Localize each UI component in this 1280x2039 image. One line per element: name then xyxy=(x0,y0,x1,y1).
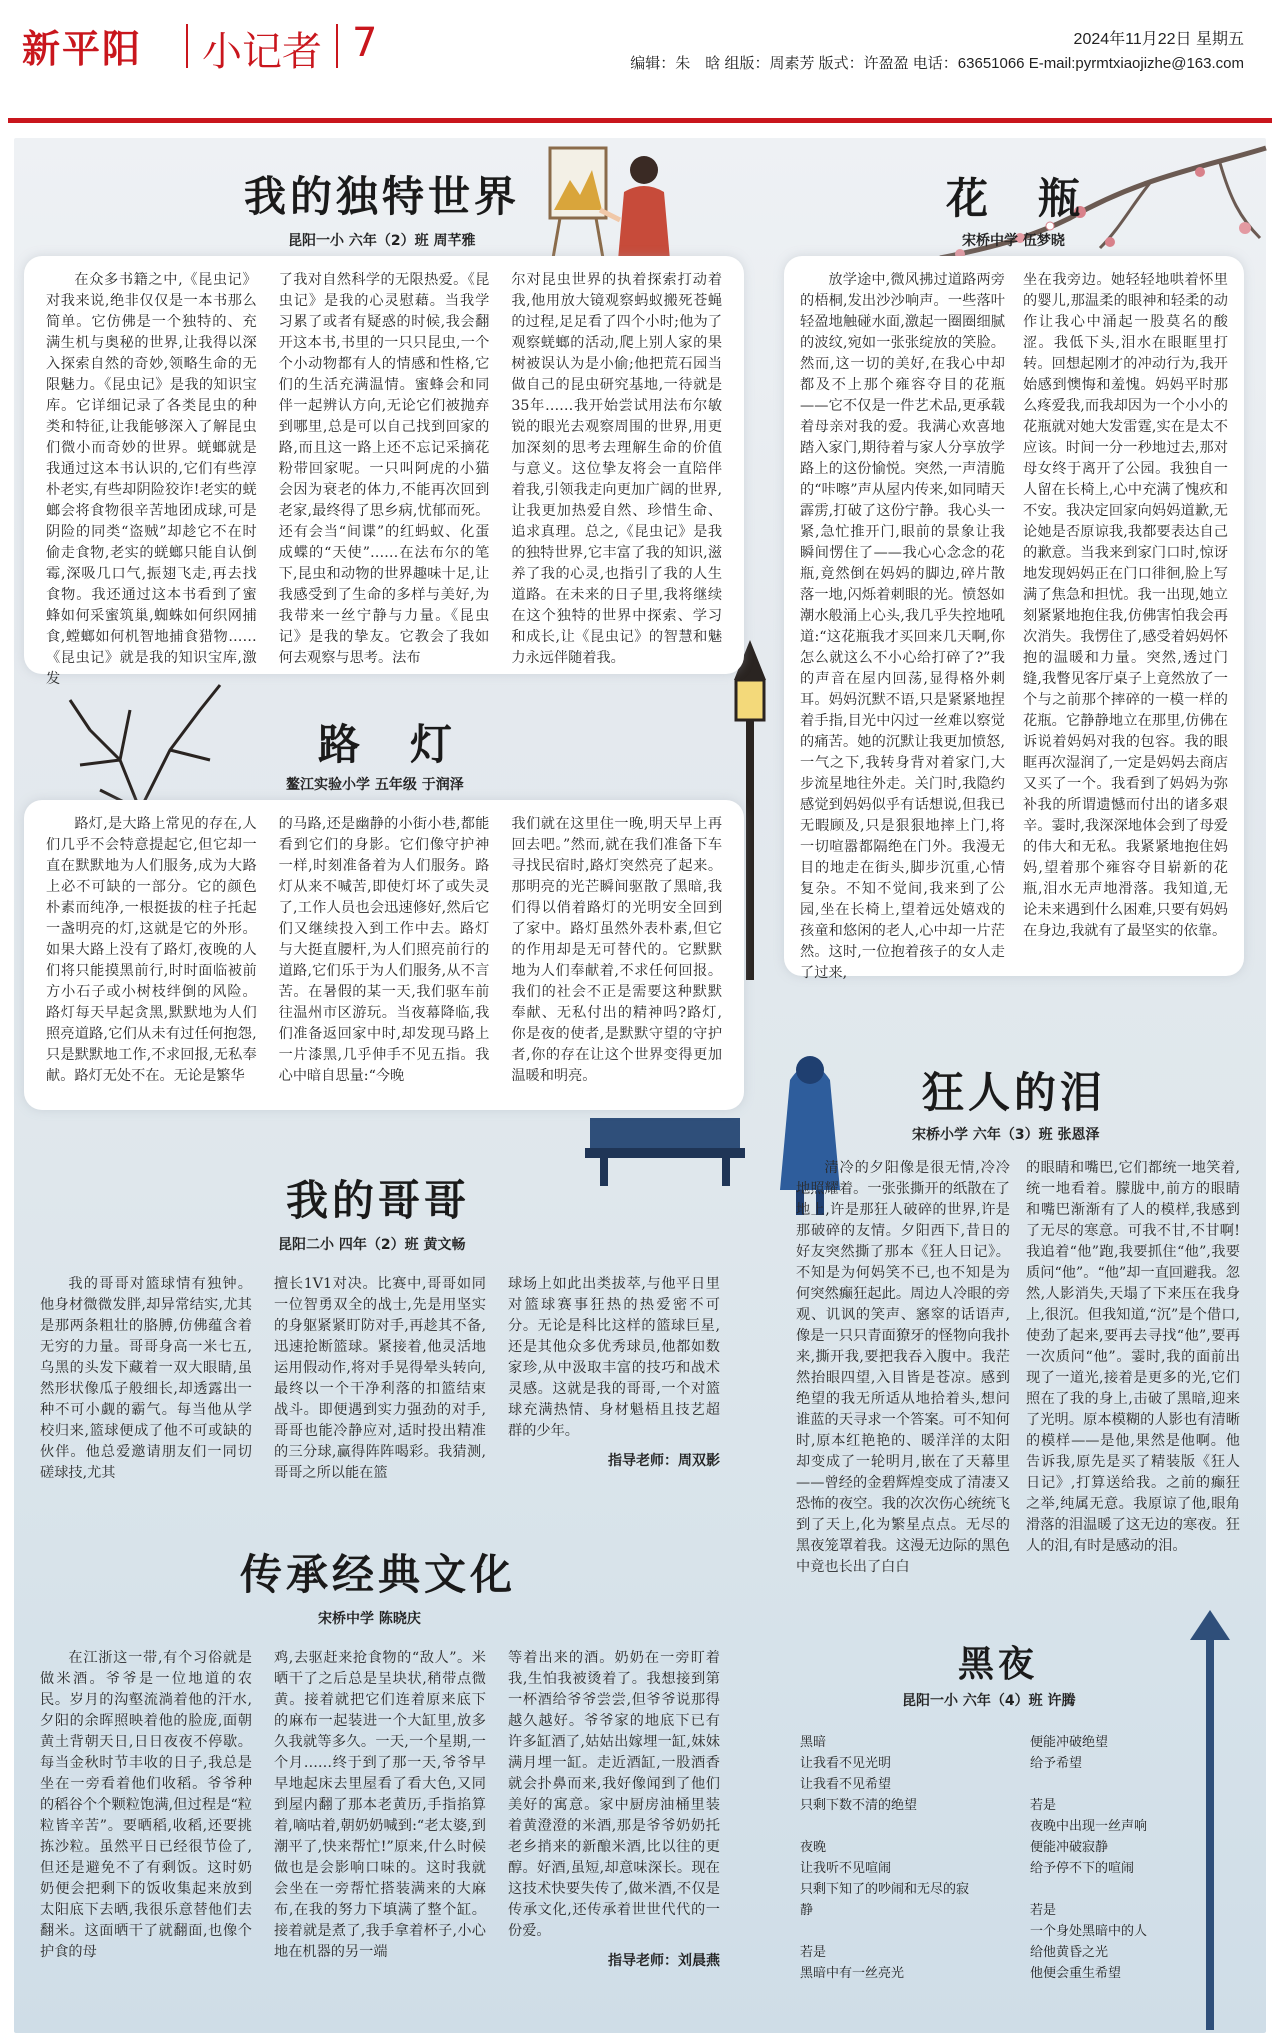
poem-line: 只剩下数不清的绝望 xyxy=(800,1798,918,1813)
poem-line: 给予停不下的喧闹 xyxy=(1030,1861,1135,1876)
poem-line: 只剩下知了的吵闹和无尽的寂 xyxy=(800,1882,970,1897)
masthead-rule xyxy=(8,118,1272,123)
article-text-brother-3: 球场上如此出类拔萃,与他平日里对篮球赛事狂热的热爱密不可分。无论是科比这样的篮球巨星,还是其他众多优秀球员,他都如数家珍,从中汲取丰富的技巧和战术灵感。这就是我的哥哥,一个对篮球充满热情、身材魁梧且技艺超群的少年。 xyxy=(508,1276,720,1439)
poem-line: 静 xyxy=(800,1903,814,1918)
article-box-world xyxy=(24,256,744,687)
poem-line: 夜晚 xyxy=(800,1840,827,1855)
article-text-vase-1: 放学途中,微风拂过道路两旁的梧桐,发出沙沙响声。一些落叶轻盈地触碰水面,激起一圈圈细腻的波纹,宛如一张张绽放的笑脸。然而,这一切的美好,在我心中却都及不上那个雍容夺目的花瓶——它不仅是一件艺术品,更承载着母亲对我的爱。我满心欢喜地踏入家门,期待着与家人分享放学路上的这份愉悦。突然,一声清脆的“咔嚓”声从屋内传来,如同晴天霹雳,打破了这份宁静。我心头一紧,急忙推开门,眼前的景象让我瞬间愣住了——我心心念念的花瓶,竟然倒在妈妈的脚边,碎片散落一地,闪烁着刺眼的光。愤怒如潮水般涌上心头,我几乎失控地吼道:“这花瓶我才买回来几天啊,你怎么就这么不小心给打碎了?”我的声音在屋内回荡,显得格外刺耳。妈妈沉默不语,只是紧紧地捏着手指,目光中闪过一丝难以察觉的痛苦。她的沉默让我更加愤怒,一气之下,我转身背对着家门,大步流星地往外走。关门时,我隐约感觉到妈妈似乎有话想说,但我已无暇顾及,只是狠狠地摔上门,将一切喧嚣都隔绝在门外。我漫无目的地走在街头,脚步沉重,心情复杂。不知不觉间,我来到了公园,坐在长椅上,望着远处嬉戏的孩童和悠闲的老人,心中却一片茫然。这时,一位抱着孩子的女人走了过来, xyxy=(800,272,1005,981)
article-text-culture-3: 等着出来的酒。奶奶在一旁盯着我,生怕我被烫着了。我想接到第一杯酒给爷爷尝尝,但爷爷说那得越久越好。爷爷家的地底下已有许多缸酒了,姑姑出嫁埋一缸,妹妹满月埋一缸。走近酒缸,一股酒香就会扑鼻而来,我好像闻到了他们美好的寓意。家中厨房油桶里装着黄澄澄的米酒,那是爷爷奶奶托老乡捎来的新酿米酒,比以往的更醇。好酒,虽短,却意味深长。现在这技术快要失传了,做米酒,不仅是传承文化,还传承着世世代代的一份爱。 xyxy=(508,1650,720,1939)
article-body-brother xyxy=(40,1274,720,1524)
article-text-lamp-1: 路灯,是大路上常见的存在,人们几乎不会特意提起它,但它却一直在默默地为人们服务,成为大路上必不可缺的一部分。它的颜色朴素而纯净,一根挺拔的柱子托起一盏明亮的灯,这就是它的外形。如果大路上没有了路灯,夜晚的人们将只能摸黑前行,时时面临被前方小石子或小树枝绊倒的风险。路灯每天早起贪黑,默默地为人们照亮道路,它们从未有过任何抱怨,只是默默地工作,不求回报,无私奉献。路灯无处不在。无论是繁华 xyxy=(46,816,257,1084)
park-bench-illustration xyxy=(580,1108,750,1188)
byline-brother: 昆阳二小 四年（2）班 黄文畅 xyxy=(278,1237,466,1253)
article-text-lamp-2: 的马路,还是幽静的小街小巷,都能看到它们的身影。它们像守护神一样,时刻准备着为人们服务。路灯从来不喊苦,即使灯坏了或失灵了,工作人员也会迅速修好,然后它们又继续投入到工作中去。路灯与大挺直腰杆,为人们照亮前行的道路,它们乐于为人们服务,从不言苦。在暑假的某一天,我们驱车前往温州市区游玩。当夜幕降临,我们准备返回家中时,却发现马路上一片漆黑,几乎伸手不见五指。我心中暗自思量:“今晚 xyxy=(278,816,490,1084)
poem-left-column xyxy=(800,1732,990,2005)
byline-culture: 宋桥中学 陈晓庆 xyxy=(318,1611,421,1627)
article-text-world-1: 在众多书籍之中,《昆虫记》对我来说,绝非仅仅是一本书那么简单。它仿佛是一个独特的、充满生机与奥秘的世界,让我得以深入探索自然的奇妙,领略生命的无限魅力。《昆虫记》是我的知识宝库。它详细记录了各类昆虫的种类和特征,让我能够深入了解昆虫们微小而奇妙的世界。蜣螂就是我通过这本书认识的,它们有些淳朴老实,有些却阴险狡诈!老实的蜣螂会将食物很辛苦地团成球,可是阴险的同类“盗贼”却趁它不在时偷走食物,老实的蜣螂只能自认倒霉,深吸几口气,振翅飞走,再去找食物。我还通过这本书看到了蜜蜂如何采蜜筑巢,蜘蛛如何织网捕食,螳螂如何机智地捕食猎物……《昆虫记》就是我的知识宝库,激发 xyxy=(46,272,257,687)
poem-line: 便能冲破绝望 xyxy=(1030,1735,1109,1750)
article-box-lamp xyxy=(24,800,744,1110)
poem-line: 黑暗中有一丝亮光 xyxy=(800,1966,905,1981)
poem-line: 夜晚中出现一丝声响 xyxy=(1030,1819,1148,1834)
article-body-tears xyxy=(796,1158,1240,1598)
article-text-world-3: 尔对昆虫世界的执着探索打动着我,他用放大镜观察蚂蚁搬死苍蝇的过程,足足看了四个小时;他为了观察蜣螂的活动,爬上别人家的果树被误认为是小偷;他把荒石园当做自己的昆虫研究基地,一待就是35年……我开始尝试用法布尔敏锐的眼光去观察周围的世界,用更加深刻的思考去理解生命的价值与意义。这位挚友将会一直陪伴着我,引领我走向更加广阔的世界,让我更加热爱自然、珍惜生命、追求真理。总之,《昆虫记》是我的独特世界,它丰富了我的知识,滋养了我的心灵,也指引了我的人生道路。在未来的日子里,我将继续在这个独特的世界中探索、学习和成长,让《昆虫记》的智慧和魅力永远伴随着我。 xyxy=(511,272,723,666)
byline-tears: 宋桥小学 六年（3）班 张恩泽 xyxy=(912,1127,1100,1143)
painter-girl-illustration xyxy=(540,140,680,268)
article-title-lamp: 路 灯 xyxy=(318,720,457,769)
article-text-tears-1: 清冷的夕阳像是很无情,冷冷地照耀着。一张张撕开的纸散在了地上,许是那狂人破碎的世界,许是那破碎的友情。夕阳西下,昔日的好友突然撕了那本《狂人日记》。不知是为何妈笑不已,也不知是为何突然癫狂起此。周边人冷眼的旁观、讥讽的笑声、窸窣的话语声,像是一只只青面獠牙的怪物向我扑来,撕开我,要把我吞入腹中。我茫然抬眼四望,入目皆是苍凉。感到绝望的我无所适从地拾着头,想问谁蓝的天寻求一个答案。可不知何时,原本红艳艳的、暖洋洋的太阳却变成了一轮明月,嵌在了天幕里——曾经的金碧辉煌变成了清凄又恐怖的夜空。我的次次伤心统统飞到了天上,化为繁星点点。无尽的黑夜笼罩着我。这漫无边际的黑色中竟也长出了白白 xyxy=(796,1160,1010,1575)
article-text-brother-2: 擅长1V1对决。比赛中,哥哥如同一位智勇双全的战士,先是用坚实的身躯紧紧盯防对手,再趁其不备,迅速抢断篮球。紧接着,他灵活地运用假动作,将对手晃得晕头转向,最终以一个干净利落的扣篮结束战斗。即便遇到实力强劲的对手,哥哥也能冷静应对,适时投出精准的三分球,赢得阵阵喝彩。我猜测,哥哥之所以能在篮 xyxy=(274,1276,486,1481)
poem-stanza xyxy=(1030,1732,1190,1774)
byline-night: 昆阳一小 六年（4）班 许腾 xyxy=(902,1693,1076,1709)
poem-line: 让我看不见希望 xyxy=(800,1777,892,1792)
poem-line: 给他黄昏之光 xyxy=(1030,1945,1109,1960)
article-box-vase xyxy=(784,256,1244,981)
masthead xyxy=(0,0,1280,128)
poem-stanza xyxy=(1030,1900,1190,1984)
poem-line: 他便会重生希望 xyxy=(1030,1966,1122,1981)
article-text-lamp-3: 我们就在这里住一晚,明天早上再回去吧。”然而,就在我们准备下车寻找民宿时,路灯突然亮了起来。那明亮的光芒瞬间驱散了黑暗,我们得以俏着路灯的光明安全回到了家中。路灯虽然外表朴素,但它的作用却是无可替代的。它默默地为人们奉献着,不求任何回报。我们的社会不正是需要这种默默奉献、无私付出的精神吗?路灯,你是夜的使者,是默默守望的守护者,你的存在让这个世界变得更加温暖和明亮。 xyxy=(511,816,723,1084)
byline-vase: 宋桥中学 伍梦晓 xyxy=(962,233,1065,249)
poem-line: 黑暗 xyxy=(800,1735,827,1750)
poem-line: 便能冲破寂静 xyxy=(1030,1840,1109,1855)
poem-stanza xyxy=(1030,1795,1190,1879)
article-title-vase: 花 瓶 xyxy=(946,174,1085,223)
poem-stanza xyxy=(800,1837,990,1921)
poem-line: 若是 xyxy=(800,1945,827,1960)
article-text-culture-1: 在江浙这一带,有个习俗就是做米酒。爷爷是一位地道的农民。岁月的沟壑流淌着他的汗水,夕阳的余晖照映着他的脸庞,面朝黄土背朝天日,日日夜夜不停歇。每当金秋时节丰收的日子,我总是坐在一旁看着他们收稻。爷爷种的稻谷个个颗粒饱满,但过程是“粒粒皆辛苦”。要晒稻,收稻,还要挑拣沙粒。虽然平日已经很节俭了,但还是避免不了有剩饭。这时奶奶便会把剩下的饭收集起来放到太阳底下去晒,我很乐意替他们去翻米。这面晒干了就翻面,也像个护食的母 xyxy=(40,1650,252,1960)
byline-lamp: 鳌江实验小学 五年级 于润泽 xyxy=(286,777,464,793)
article-body-culture xyxy=(40,1648,720,2020)
byline-world: 昆阳一小 六年（2）班 周芊雅 xyxy=(288,233,476,249)
article-text-tears-2: 的眼睛和嘴巴,它们都统一地笑着,统一地看着。朦胧中,前方的眼睛和嘴巴渐渐有了人的模样,我感到了无尽的寒意。可我不甘,不甘啊!我追着“他”跑,我要抓住“他”,我要质问“他”。“他”却一直回避我。忽然,人影消失,天塌了下来压在我身上,很沉。但我知道,“沉”是个借口,使劲了起来,要再去寻找“他”,要再一次质问“他”。霎时,我的面前出现了一道光,接着是更多的光,它们照在了我的身上,击破了黑暗,迎来了光明。原本模糊的人影也有清晰的模样——是他,果然是他啊。他告诉我,原先是买了精装版《狂人日记》,打算送给我。之前的癫狂之举,纯属无意。我原谅了他,眼角滑落的泪温暖了这无边的寒夜。狂人的泪,有时是感动的泪。 xyxy=(1026,1160,1240,1554)
poem-line: 一个身处黑暗中的人 xyxy=(1030,1924,1148,1939)
article-title-culture: 传承经典文化 xyxy=(240,1550,517,1599)
poem-line: 若是 xyxy=(1030,1798,1057,1813)
article-title-brother: 我的哥哥 xyxy=(286,1176,471,1225)
article-text-world-2: 了我对自然科学的无限热爱。《昆虫记》是我的心灵慰藉。当我学习累了或者有疑惑的时候,我会翻开这本书,书里的一只只昆虫,一个个小动物都有人的情感和性格,它们的生活充满温情。蜜蜂会和同伴一起辨认方向,无论它们被抛弃到哪里,总是可以自己找到回家的路,而且这一路上还不忘记采摘花粉带回家呢。一只叫阿虎的小猫会因为衰老的体力,不能再次回到老家,最终得了思乡病,忧郁而死。还有会当“间谍”的红蚂蚁、化蛋成蝶的“天使”……在法布尔的笔下,昆虫和动物的世界趣味十足,让我感受到了生命的多样与美好,为我带来一丝宁静与力量。《昆虫记》是我的挚友。它教会了我如何去观察与思考。法布 xyxy=(278,272,490,666)
poem-title-night: 黑夜 xyxy=(958,1643,1039,1685)
article-title-tears: 狂人的泪 xyxy=(922,1068,1107,1117)
article-text-brother-1: 我的哥哥对篮球情有独钟。他身材微微发胖,却异常结实,尤其是那两条粗壮的胳膊,仿佛蕴含着无穷的力量。哥哥身高一米七五,乌黑的头发下藏着一双大眼睛,虽然形状像瓜子般细长,却透露出一种不可小觑的霸气。每当他从学校归来,篮球便成了他不可或缺的伙伴。他总爱邀请朋友们一同切磋球技,尤其 xyxy=(40,1276,252,1481)
article-text-vase-2: 坐在我旁边。她轻轻地哄着怀里的婴儿,那温柔的眼神和轻柔的动作让我心中涌起一股莫名的酸涩。我低下头,泪水在眼眶里打转。回想起刚才的冲动行为,我开始感到懊悔和羞愧。妈妈平时那么疼爱我,而我却因为一个小小的花瓶就对她大发雷霆,实在是太不应该。时间一分一秒地过去,那对母女终于离开了公园。我独自一人留在长椅上,心中充满了愧疚和不安。我决定回家向妈妈道歉,无论她是否原谅我,我都要表达自己的歉意。当我来到家门口时,惊讶地发现妈妈正在门口徘徊,脸上写满了焦急和担忧。我一出现,她立刻紧紧地抱住我,仿佛害怕我会再次消失。我愣住了,感受着妈妈怀抱的温暖和力量。突然,透过门缝,我瞥见客厅桌子上竟然放了一个与之前那个摔碎的一模一样的花瓶。它静静地立在那里,仿佛在诉说着妈妈对我的包容。我的眼眶再次湿润了,一定是妈妈去商店又买了一个。我看到了妈妈为弥补我的所谓遗憾而付出的诸多艰辛。霎时,我深深地体会到了母爱的伟大和无私。我紧紧地抱住妈妈,望着那个雍容夺目崭新的花瓶,泪水无声地滑落。我知道,无论未来遇到什么困难,只要有妈妈在身边,我就有了最坚实的依靠。 xyxy=(1023,272,1228,939)
article-column-brother-3 xyxy=(508,1274,720,1524)
section-name: 小记者 xyxy=(202,29,322,75)
page-number: 7 xyxy=(352,20,378,66)
newspaper-logo: 新平阳 xyxy=(22,26,143,71)
masthead-divider xyxy=(186,24,188,68)
masthead-divider xyxy=(336,24,338,68)
poem-stanza xyxy=(800,1732,990,1816)
article-column-culture-3 xyxy=(508,1648,720,2020)
issue-date: 2024年11月22日 星期五 xyxy=(1073,31,1244,48)
poem-line: 给予希望 xyxy=(1030,1756,1083,1771)
teacher-credit-brother: 指导老师：周双影 xyxy=(608,1453,720,1469)
poem-line: 若是 xyxy=(1030,1903,1057,1918)
teacher-credit-culture: 指导老师：刘晨燕 xyxy=(608,1953,720,1969)
poem-line: 让我听不见喧闹 xyxy=(800,1861,892,1876)
editor-credits: 编辑：朱 晗 组版：周素芳 版式：许盈盈 电话：63651066 E-mail:pyrmtxiaojizhe@163.com xyxy=(630,55,1244,72)
article-text-culture-2: 鸡,去驱赶来抢食物的“敌人”。米晒干了之后总是呈块状,稍带点微黄。接着就把它们连着原来底下的麻布一起装进一个大缸里,放多久我就等多久。一天,一个星期,一个月……终于到了那一天,爷爷早早地起床去里屋看了看大色,又同到屋内翻了那本老黄历,手指掐算着,嘀咕着,朝奶奶喊到:“老太婆,到潮平了,快来帮忙!”原来,什么时候做也是会影响口味的。这时我就会坐在一旁帮忙搭装满来的大麻布,在我的努力下填满了整个缸。接着就是煮了,我手拿着杯子,小心地在机器的另一端 xyxy=(274,1650,486,1960)
poem-stanza xyxy=(800,1942,990,1984)
poem-right-column xyxy=(1030,1732,1190,2005)
poem-line: 让我看不见光明 xyxy=(800,1756,892,1771)
article-title-world: 我的独特世界 xyxy=(244,172,521,221)
